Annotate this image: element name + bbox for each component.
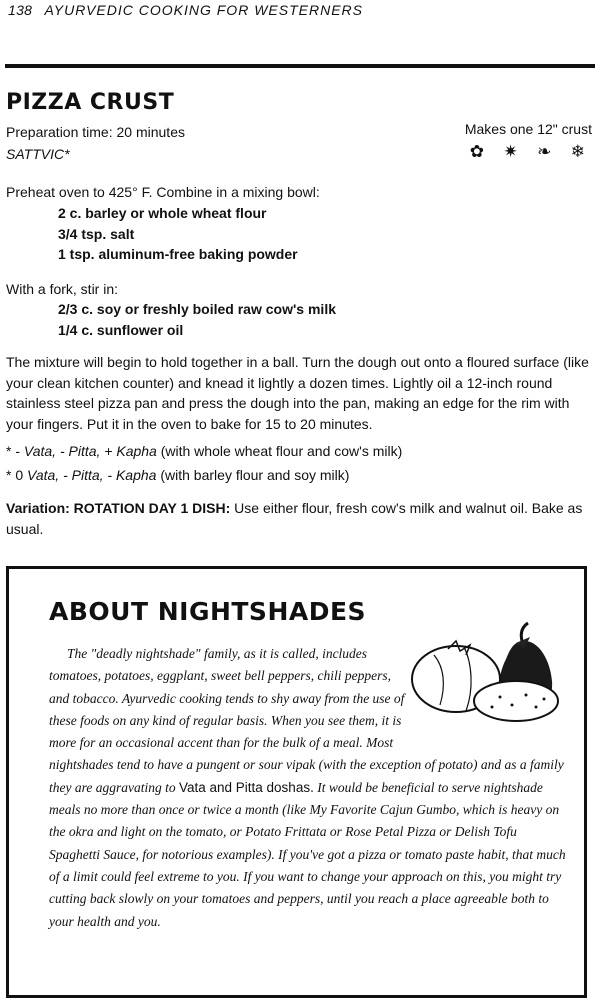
note-prefix: * 0	[6, 467, 28, 483]
prep-time: Preparation time: 20 minutes	[6, 124, 185, 140]
wet-ingredients-list	[58, 299, 336, 340]
yield: Makes one 12" crust	[464, 121, 592, 137]
illustration-space	[407, 643, 567, 747]
variation-paragraph	[6, 498, 594, 539]
method-paragraph: The mixture will begin to hold together in a ball. Turn the dough out onto a floured surface (like your clean kitchen counter) and knead it lightly a dozen times. Lightly oil a 12-inch round stainless steel pizza pan and press the dough into the pan, making an edge for the rim with your fingers. Put it in the oven to bake for 15 to 20 minutes.	[6, 354, 589, 432]
sidebar-body	[49, 643, 567, 933]
quality-label: SATTVIC*	[6, 146, 70, 162]
page-number: 138	[8, 2, 33, 18]
variation-text: Use either flour, fresh cow's milk and walnut oil. Bake as usual.	[6, 500, 583, 537]
sidebar-text-roman: Vata and Pitta doshas.	[178, 779, 314, 795]
ingredient: 3/4 tsp. salt	[58, 225, 135, 242]
sidebar-text-b: It would be beneficial to serve nightshade meals no more than once or twice a month (like My Favorite Cajun Gumbo, which is heavy on the okra and light on the tomato, or Potato Frittata or Rose Petal Pizza or Delish Tofu Spaghetti Sauce, for notorious examples). If you've got a pizza or tomato paste habit, that much of a limit could feel extreme to you. If you want to change your approach on this, you might try cutting back slowly on your tomatoes and peppers, until you reach a place agreeable both to your health and you.	[49, 779, 566, 929]
variation-label: Variation: ROTATION DAY 1 DISH:	[6, 500, 231, 516]
dry-ingredients-list	[58, 203, 298, 265]
dosha-note-2	[6, 465, 594, 486]
dosha-effect: Vata, - Pitta, + Kapha	[23, 443, 157, 459]
ingredient: 1/4 c. sunflower oil	[58, 321, 184, 338]
ingredient: 2/3 c. soy or freshly boiled raw cow's milk	[58, 301, 336, 317]
season-symbols-icon: ✿ ✷ ❧ ❄	[469, 142, 592, 162]
recipe-title: PIZZA CRUST	[6, 90, 175, 115]
ingredient: 1 tsp. aluminum-free baking powder	[58, 246, 298, 262]
dosha-note-1	[6, 441, 594, 462]
step1-intro: Preheat oven to 425° F. Combine in a mixing bowl:	[6, 184, 320, 200]
step2-intro: With a fork, stir in:	[6, 281, 119, 297]
dosha-effect: Vata, - Pitta, - Kapha	[27, 467, 157, 483]
sidebar-title: ABOUT NIGHTSHADES	[49, 597, 367, 626]
sidebar-text-a: The "deadly nightshade" family, as it is called, includes tomatoes, potatoes, eggplant, sweet bell peppers, chili peppers, and tobacco. Ayurvedic cooking tends to shy away from the use of these foods on any kind of regular basis. When you see them, it is more for an occasional accent than for the bulk of a meal. Most nightshades tend to have a pungent or sour vipak (with the exception of potato) and as a family they are aggravating to	[49, 646, 564, 795]
nightshades-sidebar	[6, 566, 587, 998]
ingredient: 2 c. barley or whole wheat flour	[58, 205, 267, 221]
note-prefix: * -	[6, 443, 24, 459]
book-title: AYURVEDIC COOKING FOR WESTERNERS	[44, 2, 363, 18]
note-suffix: (with barley flour and soy milk)	[156, 467, 350, 483]
header-rule	[5, 64, 595, 68]
note-suffix: (with whole wheat flour and cow's milk)	[156, 443, 403, 459]
running-header	[8, 2, 363, 18]
